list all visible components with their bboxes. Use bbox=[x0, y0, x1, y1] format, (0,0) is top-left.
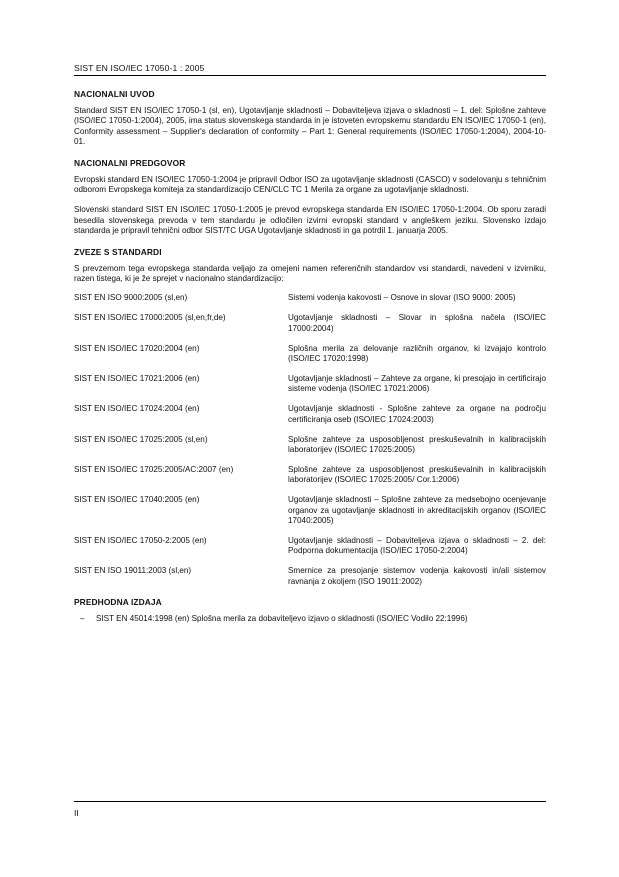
reference-description: Ugotavljanje skladnosti – Splošne zahteve za medsebojno ocenjevanje organov za ugotavljanje skladnosti in akreditacijskih organov (ISO/IEC 17040:2005) bbox=[288, 495, 546, 526]
section-heading: NACIONALNI PREDGOVOR bbox=[74, 157, 186, 168]
reference-row bbox=[74, 374, 546, 395]
reference-row bbox=[74, 566, 546, 587]
header-rule bbox=[74, 75, 546, 76]
section-heading: NACIONALNI UVOD bbox=[74, 89, 155, 99]
footer-rule bbox=[74, 801, 546, 802]
section-nacionalni-uvod bbox=[74, 89, 546, 148]
reference-row bbox=[74, 435, 546, 456]
reference-description: Splošne zahteve za usposobljenost preskuševalnih in kalibracijskih laboratorijev (ISO/IEC 17025:2005) bbox=[288, 434, 546, 455]
list-item-text: SIST EN 45014:1998 (en) Splošna merila za dobaviteljevo izjavo o skladnosti (ISO/IEC Vodilo 22:1996) bbox=[96, 613, 468, 623]
reference-list bbox=[74, 293, 546, 587]
section-heading: ZVEZE S STANDARDI bbox=[74, 246, 162, 257]
reference-code: SIST EN ISO/IEC 17025:2005 (sl,en) bbox=[74, 434, 208, 444]
paragraph: Standard SIST EN ISO/IEC 17050-1 (sl, en), Ugotavljanje skladnosti – Dobaviteljeva izjava o skladnosti – 1. del: Splošne zahteve (ISO/IEC 17050-1:2004), 2005, ima status slovenskega standarda in je istoveten evropskemu standardu EN ISO/IEC 17050-1 (en), Conformity assessment – Supplier's declaration of conformity – Part 1: General requirements (ISO/IEC 17050-1:2004), 2004-10-01. bbox=[74, 106, 546, 147]
reference-description: Splošne zahteve za usposobljenost preskuševalnih in kalibracijskih laboratorijev (ISO/IEC 17025:2005/ Cor.1:2006) bbox=[288, 464, 546, 485]
reference-code: SIST EN ISO 9000:2005 (sl,en) bbox=[74, 293, 188, 303]
reference-description: Sistemi vodenja kakovosti – Osnove in slovar (ISO 9000: 2005) bbox=[288, 293, 516, 303]
section-nacionalni-predgovor bbox=[74, 158, 546, 237]
reference-description: Smernice za presojanje sistemov vodenja kakovosti in/ali sistemov ravnanja z okoljem (ISO 19011:2002) bbox=[288, 566, 546, 586]
reference-row bbox=[74, 344, 546, 365]
section-predhodna-izdaja bbox=[74, 597, 546, 624]
paragraph: Slovenski standard SIST EN ISO/IEC 17050-1:2005 je prevod evropskega standarda EN ISO/IEC 17050-1:2004. Ob sporu zaradi besedila slovenskega prevoda v tem standardu je odločilen izvirni evropski standard v angleškem jeziku. Slovensko izdajo standarda je pripravil tehnični odbor SIST/TC UGA Ugotavljanje skladnosti in ga potrdil 1. januarja 2005. bbox=[74, 205, 546, 236]
page-content bbox=[74, 89, 546, 624]
reference-code: SIST EN ISO/IEC 17024:2004 (en) bbox=[74, 404, 200, 414]
reference-code: SIST EN ISO 19011:2003 (sl,en) bbox=[74, 566, 192, 576]
running-header: SIST EN ISO/IEC 17050-1 : 2005 bbox=[74, 63, 205, 73]
reference-description: Ugotavljanje skladnosti – Zahteve za organe, ki presojajo in certificirajo sisteme vodenja (ISO/IEC 17021:2006) bbox=[288, 374, 546, 394]
reference-description: Ugotavljanje skladnosti - Splošne zahteve za organe na področju certificiranja oseb (ISO/IEC 17024:2003) bbox=[288, 404, 546, 424]
reference-code: SIST EN ISO/IEC 17050-2:2005 (en) bbox=[74, 535, 207, 545]
dash-bullet: – bbox=[80, 613, 85, 623]
reference-row bbox=[74, 495, 546, 526]
reference-row bbox=[74, 313, 546, 334]
reference-row bbox=[74, 404, 546, 425]
reference-row bbox=[74, 465, 546, 486]
reference-code: SIST EN ISO/IEC 17020:2004 (en) bbox=[74, 343, 200, 353]
list-item bbox=[80, 614, 546, 624]
reference-description: Ugotavljanje skladnosti – Dobaviteljeva izjava o skladnosti – 2. del: Podporna dokumentacija (ISO/IEC 17050-2:2004) bbox=[288, 535, 546, 556]
section-heading: PREDHODNA IZDAJA bbox=[74, 596, 162, 607]
reference-row bbox=[74, 536, 546, 557]
reference-description: Ugotavljanje skladnosti – Slovar in splošna načela (ISO/IEC 17000:2004) bbox=[288, 313, 546, 333]
reference-row bbox=[74, 293, 546, 303]
reference-code: SIST EN ISO/IEC 17040:2005 (en) bbox=[74, 495, 200, 505]
paragraph: S prevzemom tega evropskega standarda veljajo za omejeni namen referenčnih standardov vsi standardi, navedeni v izvirniku, razen tistega, ki je že sprejet v nacionalno standardizacijo: bbox=[74, 263, 546, 284]
section-zveze-s-standardi bbox=[74, 247, 546, 587]
reference-description: Splošna merila za delovanje različnih organov, ki izvajajo kontrolo (ISO/IEC 17020:1998) bbox=[288, 343, 546, 364]
reference-code: SIST EN ISO/IEC 17025:2005/AC:2007 (en) bbox=[74, 464, 234, 474]
reference-code: SIST EN ISO/IEC 17021:2006 (en) bbox=[74, 374, 200, 383]
paragraph: Evropski standard EN ISO/IEC 17050-1:2004 je pripravil Odbor ISO za ugotavljanje skladnosti (CASCO) v sodelovanju s tehničnim odborom Evropskega komiteja za standardizacijo CEN/CLC TC 1 Merila za organe za ugotavljanje skladnosti. bbox=[74, 174, 546, 195]
reference-code: SIST EN ISO/IEC 17000:2005 (sl,en,fr,de) bbox=[74, 313, 226, 323]
page-number: II bbox=[74, 808, 79, 818]
